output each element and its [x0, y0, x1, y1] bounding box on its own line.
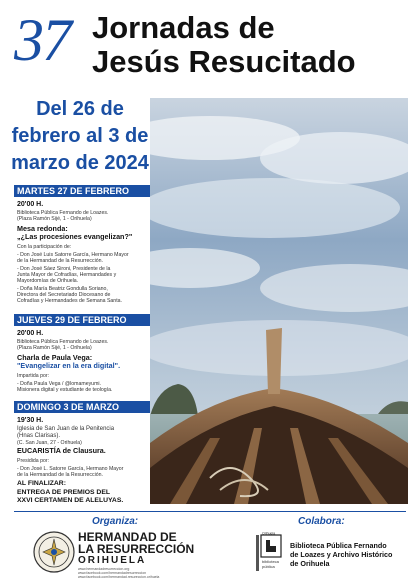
time: 20'00 H.: [17, 330, 44, 337]
day-header-thursday: JUEVES 29 DE FEBRERO: [14, 314, 150, 326]
participant-line: Directora del Secretariado Diocesano de: [17, 292, 111, 298]
organizer-name: [78, 531, 194, 555]
boat-photo: [150, 98, 408, 504]
contact-line: www.facebook.com/hermandadresurreccion: [78, 571, 147, 575]
event-title: Mesa redonda:: [17, 224, 68, 233]
organiza-label: Organiza:: [92, 516, 139, 527]
organizer-name-line: LA RESURRECCIÓN: [78, 542, 195, 556]
collaborator-name: [290, 541, 410, 568]
event-title: EUCARISTÍA de Clausura.: [17, 446, 106, 455]
presider-line: - Don José L. Satorre García, Hermano Mayor: [17, 466, 124, 472]
day-header-tuesday: MARTES 27 DE FEBRERO: [14, 185, 150, 197]
organizer-contacts: [78, 567, 159, 579]
collaborator-line: de Loazes y Archivo Histórico: [290, 550, 393, 559]
speaker-line: Misionera digital y estudiante de teología.: [17, 387, 113, 393]
date-line-3: marzo de 2024: [11, 152, 149, 174]
speaker-line: - Doña Paula Vega / @lomameyumi.: [17, 381, 101, 387]
library-logo-text: biblioteca: [262, 559, 279, 564]
contact-line: www.facebook.com/hermandad.resureccion.orihuela: [78, 575, 160, 579]
title-line-2: Jesús Resucitado: [92, 44, 356, 79]
speaker-intro: Impartida por:: [17, 373, 50, 379]
event-subtitle: "Evangelizar en la era digital".: [17, 361, 121, 370]
collaborator-line: de Orihuela: [290, 559, 330, 568]
participant-line: Junta Mayor de Cofradías, Hermandades y: [17, 272, 117, 278]
time: 19'30 H.: [17, 417, 44, 424]
venue: Iglesia de San Juan de la Penitencia: [17, 426, 115, 432]
final-label: AL FINALIZAR:: [17, 480, 66, 487]
participant-line: - Doña María Beatriz Gondulla Soriano,: [17, 286, 108, 292]
participant-line: - Don José Luis Satorre García, Hermano Mayor: [17, 252, 129, 258]
library-logo-text: pública: [262, 564, 275, 569]
brotherhood-seal-icon: [32, 530, 76, 574]
presider-intro: Presidida por:: [17, 458, 50, 464]
event-subtitle: „¿Las procesiones evangelizan?": [17, 232, 133, 241]
time: 20'00 H.: [17, 201, 44, 208]
event-title: Charla de Paula Vega:: [17, 353, 93, 362]
participant-line: de la Hermandad de la Resurrección.: [17, 258, 103, 264]
venue-address: (C. San Juan, 27 - Orihuela): [17, 440, 82, 446]
date-line-1: Del 26 de: [36, 98, 124, 120]
date-line-2: febrero al 3 de: [11, 125, 149, 147]
venue-detail: (Hnas Clarisas).: [17, 433, 61, 439]
presider-line: de la Hermandad de la Resurrección.: [17, 472, 103, 478]
awards-line: XXVI CERTAMEN DE ALELUYAS.: [17, 497, 124, 504]
title-line-1: Jornadas de: [92, 10, 275, 45]
awards-line: ENTREGA DE PREMIOS DEL: [17, 489, 111, 496]
library-logo-icon: [254, 531, 288, 575]
organizer-city: ORIHUELA: [78, 555, 147, 566]
library-logo-city: Orihuela: [262, 531, 276, 536]
participant-line: - Don José Sáez Sironi, Presidente de la: [17, 266, 111, 272]
participant-line: Cofradías y Hermandades de Semana Santa.: [17, 298, 122, 304]
colabora-label: Colabora:: [298, 516, 345, 527]
venue-address: (Plaza Ramón Sijé, 1 - Orihuela): [17, 216, 92, 222]
contact-line: www.hermandadresurreccion.org: [78, 567, 130, 571]
collaborator-line: Biblioteca Pública Fernando: [290, 541, 387, 550]
day-header-sunday: DOMINGO 3 DE MARZO: [14, 401, 150, 413]
organizer-name-line: HERMANDAD DE: [78, 530, 177, 544]
date-range: [6, 96, 154, 177]
venue-address: (Plaza Ramón Sijé, 1 - Orihuela): [17, 345, 92, 351]
participant-line: Mayordomías de Orihuela.: [17, 278, 79, 284]
venue: Biblioteca Pública Fernando de Loazes.: [17, 339, 109, 345]
footer-divider: [14, 511, 406, 512]
edition-number: 37: [14, 7, 70, 73]
participants-intro: Con la participación de:: [17, 244, 72, 250]
venue: Biblioteca Pública Fernando de Loazes.: [17, 210, 109, 216]
